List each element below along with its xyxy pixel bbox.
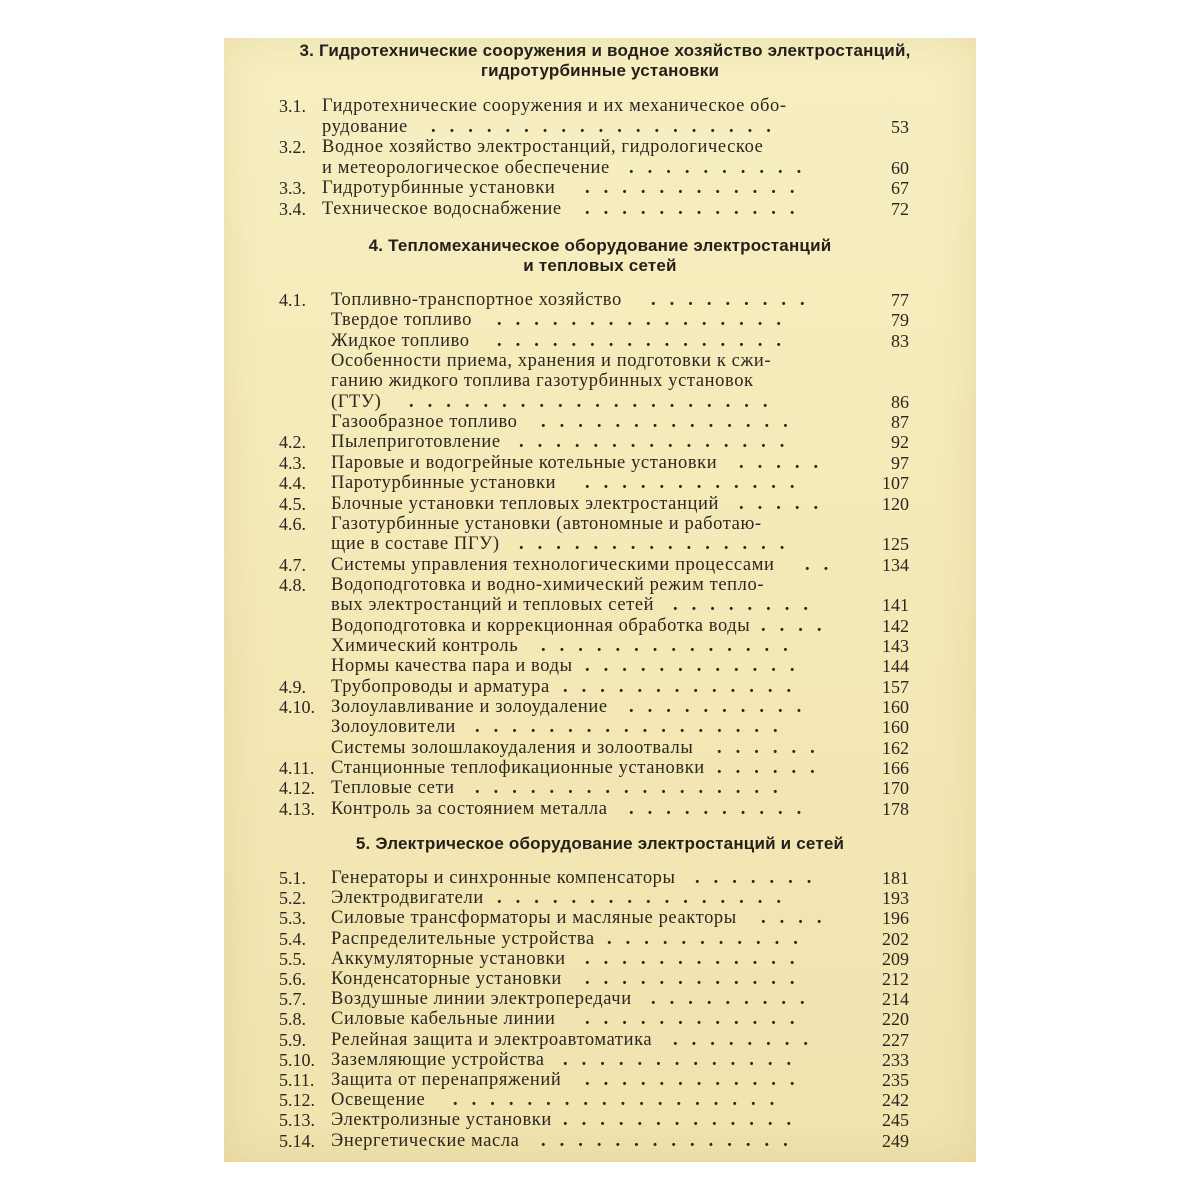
toc-entry-page: 141 bbox=[882, 595, 909, 616]
toc-entry-title: Топливно-транспортное хозяйство bbox=[331, 290, 622, 310]
toc-entry bbox=[224, 868, 976, 888]
toc-entry bbox=[224, 929, 976, 949]
toc-entry-number: 4.10. bbox=[279, 697, 315, 717]
toc-entry bbox=[224, 290, 976, 310]
toc-leader-dots: ............ bbox=[585, 473, 809, 494]
toc-entry bbox=[224, 697, 976, 717]
toc-entry-number: 4.3. bbox=[279, 452, 306, 473]
toc-entry-page: 83 bbox=[891, 330, 909, 351]
toc-leader-dots: .... bbox=[761, 615, 836, 636]
section-4-heading-line2: и тепловых сетей bbox=[523, 256, 677, 275]
toc-entry-title: Станционные теплофикационные установки bbox=[331, 758, 705, 779]
toc-entry-page: 160 bbox=[882, 717, 909, 738]
toc-entry-title: Золоуловители bbox=[331, 717, 456, 738]
toc-entry bbox=[224, 888, 976, 908]
toc-entry bbox=[224, 1090, 976, 1110]
toc-entry-number: 4.4. bbox=[279, 473, 306, 494]
toc-entry-title: Конденсаторные установки bbox=[331, 969, 562, 989]
toc-leader-dots: ....... bbox=[695, 868, 826, 888]
toc-entry-title: Паровые и водогрейные котельные установки bbox=[331, 452, 718, 473]
toc-entry-title: Химический контроль bbox=[331, 635, 519, 656]
toc-leader-dots: ................ bbox=[497, 310, 795, 331]
toc-entry-title: Генераторы и синхронные компенсаторы bbox=[331, 868, 676, 888]
toc-entry-page: 53 bbox=[891, 116, 909, 137]
section-4-heading bbox=[224, 236, 976, 276]
toc-entry-page: 87 bbox=[891, 412, 909, 433]
toc-entry-page: 242 bbox=[882, 1090, 909, 1111]
toc-leader-dots: .. bbox=[805, 554, 843, 575]
toc-entry bbox=[224, 199, 976, 219]
toc-entry-title: Электродвигатели bbox=[331, 888, 484, 909]
toc-entry-page: 162 bbox=[882, 737, 909, 758]
toc-entry-number: 4.7. bbox=[279, 554, 306, 575]
toc-leader-dots: ......... bbox=[651, 989, 819, 1010]
toc-entry-page: 144 bbox=[882, 656, 909, 677]
toc-entry-number: 4.11. bbox=[279, 758, 315, 779]
toc-entry-title: Системы управления технологическими процессами bbox=[331, 554, 775, 575]
toc-entry-number: 5.1. bbox=[279, 868, 306, 888]
toc-entry bbox=[224, 575, 976, 595]
toc-entry-title: Гидротурбинные установки bbox=[322, 178, 556, 199]
toc-leader-dots: ............ bbox=[585, 1009, 809, 1030]
toc-entry-page: 67 bbox=[891, 178, 909, 199]
toc-entry-page: 125 bbox=[882, 534, 909, 555]
toc-entry-page: 120 bbox=[882, 493, 909, 514]
toc-entry-title: Гидротехнические сооружения и их механическое обо- bbox=[322, 96, 787, 116]
toc-leader-dots: ............ bbox=[585, 969, 809, 989]
toc-entry-title: Защита от перенапряжений bbox=[331, 1070, 562, 1090]
toc-entry-page: 72 bbox=[891, 199, 909, 219]
toc-leader-dots: ............... bbox=[519, 432, 799, 453]
toc-entry-title: (ГТУ) bbox=[331, 391, 382, 412]
toc-leader-dots: ................ bbox=[497, 888, 795, 909]
toc-entry-page: 178 bbox=[882, 798, 909, 819]
toc-entry-number: 4.1. bbox=[279, 290, 306, 310]
toc-entry-title: Пылеприготовление bbox=[331, 432, 501, 453]
toc-entry-title: вых электростанций и тепловых сетей bbox=[331, 595, 655, 616]
toc-entry-page: 181 bbox=[882, 868, 909, 888]
toc-entry-page: 249 bbox=[882, 1130, 909, 1151]
toc-entry bbox=[224, 555, 976, 575]
toc-leader-dots: ............ bbox=[585, 656, 809, 677]
toc-entry bbox=[224, 412, 976, 432]
toc-leader-dots: .... bbox=[761, 908, 836, 929]
toc-entry-page: 212 bbox=[882, 969, 909, 989]
toc-entry-page: 142 bbox=[882, 615, 909, 636]
toc-entry-page: 97 bbox=[891, 452, 909, 473]
toc-leader-dots: .............. bbox=[541, 1130, 802, 1151]
toc-entry bbox=[224, 473, 976, 493]
toc-entry-page: 134 bbox=[882, 554, 909, 575]
toc-leader-dots: .......... bbox=[629, 697, 816, 717]
toc-entry bbox=[224, 677, 976, 697]
toc-entry-page: 170 bbox=[882, 778, 909, 799]
toc-entry-page: 157 bbox=[882, 676, 909, 697]
toc-entry bbox=[224, 351, 976, 371]
toc-entry-number: 4.2. bbox=[279, 432, 306, 453]
toc-entry-number: 5.4. bbox=[279, 928, 306, 949]
toc-entry-title: Аккумуляторные установки bbox=[331, 948, 566, 969]
toc-entry-title: щие в составе ПГУ) bbox=[331, 534, 500, 555]
toc-entry-title: Заземляющие устройства bbox=[331, 1049, 545, 1070]
toc-entry-page: 92 bbox=[891, 432, 909, 453]
toc-leader-dots: ..... bbox=[739, 493, 833, 514]
toc-entry-number: 4.8. bbox=[279, 574, 306, 595]
toc-entry-number: 5.2. bbox=[279, 888, 306, 909]
section-4-heading-line1: 4. Тепломеханическое оборудование электростанций bbox=[368, 236, 832, 255]
toc-entry-title: Техническое водоснабжение bbox=[322, 199, 562, 219]
toc-entry-page: 196 bbox=[882, 908, 909, 929]
toc-entry-title: Системы золошлакоудаления и золоотвалы bbox=[331, 737, 694, 758]
toc-entry-page: 107 bbox=[882, 473, 909, 494]
toc-leader-dots: ........ bbox=[673, 595, 822, 616]
toc-leader-dots: .............. bbox=[541, 412, 802, 433]
toc-leader-dots: ............... bbox=[519, 534, 799, 555]
toc-leader-dots: ................. bbox=[475, 778, 792, 799]
toc-entry-title: Воздушные линии электропередачи bbox=[331, 989, 632, 1010]
toc-leader-dots: ..... bbox=[739, 452, 833, 473]
toc-entry-number: 4.13. bbox=[279, 798, 315, 819]
toc-entry-title: Блочные установки тепловых электростанций bbox=[331, 493, 719, 514]
toc-entry bbox=[224, 331, 976, 351]
toc-entry bbox=[224, 310, 976, 330]
toc-entry bbox=[224, 117, 976, 137]
toc-leader-dots: .................... bbox=[409, 391, 782, 412]
toc-entry-title: Водоподготовка и водно-химический режим тепло- bbox=[331, 574, 765, 595]
toc-leader-dots: .............. bbox=[541, 635, 802, 656]
toc-entry-title: Силовые кабельные линии bbox=[331, 1009, 556, 1030]
toc-entry-title: Газотурбинные установки (автономные и работаю- bbox=[331, 513, 762, 534]
toc-entry bbox=[224, 137, 976, 157]
toc-entry-number: 3.3. bbox=[279, 178, 306, 199]
toc-leader-dots: ............ bbox=[585, 1070, 809, 1090]
toc-entry-number: 5.3. bbox=[279, 908, 306, 929]
toc-entry bbox=[224, 1050, 976, 1070]
toc-leader-dots: ................. bbox=[475, 717, 792, 738]
toc-entry bbox=[224, 758, 976, 778]
toc-entry-number: 5.7. bbox=[279, 989, 306, 1010]
section-3-heading bbox=[224, 41, 976, 81]
toc-entry bbox=[224, 908, 976, 928]
toc-entry-page: 160 bbox=[882, 697, 909, 717]
toc-leader-dots: ........ bbox=[673, 1029, 822, 1050]
toc-entry-title: Водоподготовка и коррекционная обработка воды bbox=[331, 615, 751, 636]
toc-entry bbox=[224, 494, 976, 514]
toc-leader-dots: ......... bbox=[651, 290, 819, 310]
toc-entry-number: 5.6. bbox=[279, 969, 306, 989]
toc-entry bbox=[224, 392, 976, 412]
section-5-heading bbox=[224, 834, 976, 854]
toc-entry bbox=[224, 178, 976, 198]
toc-entry bbox=[224, 1009, 976, 1029]
toc-entry-page: 143 bbox=[882, 635, 909, 656]
toc-entry-number: 5.9. bbox=[279, 1029, 306, 1050]
toc-leader-dots: ...... bbox=[717, 737, 829, 758]
toc-entry-page: 86 bbox=[891, 391, 909, 412]
toc-entry bbox=[224, 949, 976, 969]
toc-leader-dots: ...... bbox=[717, 758, 829, 779]
toc-entry bbox=[224, 738, 976, 758]
toc-entry bbox=[224, 595, 976, 615]
toc-entry bbox=[224, 969, 976, 989]
toc-leader-dots: ............. bbox=[563, 676, 806, 697]
toc-leader-dots: ............ bbox=[585, 199, 809, 219]
toc-entry-page: 202 bbox=[882, 928, 909, 949]
toc-entry-title: Твердое топливо bbox=[331, 310, 472, 331]
toc-entry-number: 3.4. bbox=[279, 199, 306, 219]
toc-entry-title: Особенности приема, хранения и подготовки к сжи- bbox=[331, 351, 772, 372]
toc-entry-number: 5.5. bbox=[279, 948, 306, 969]
toc-entry-number: 4.12. bbox=[279, 778, 315, 799]
toc-entry bbox=[224, 616, 976, 636]
toc-leader-dots: .......... bbox=[629, 798, 816, 819]
toc-entry-page: 220 bbox=[882, 1009, 909, 1030]
toc-entry-title: Нормы качества пара и воды bbox=[331, 656, 573, 677]
toc-leader-dots: ............ bbox=[585, 948, 809, 969]
toc-entry bbox=[224, 371, 976, 391]
toc-entry-title: Силовые трансформаторы и масляные реакторы bbox=[331, 908, 737, 929]
toc-entry-page: 233 bbox=[882, 1049, 909, 1070]
toc-entry-page: 245 bbox=[882, 1110, 909, 1131]
toc-entry bbox=[224, 656, 976, 676]
toc-leader-dots: ................... bbox=[431, 116, 785, 137]
toc-entry-number: 5.14. bbox=[279, 1130, 315, 1151]
toc-entry-number: 5.8. bbox=[279, 1009, 306, 1030]
toc-entry-number: 4.6. bbox=[279, 513, 306, 534]
toc-leader-dots: ........... bbox=[607, 928, 812, 949]
toc-entry-title: Паротурбинные установки bbox=[331, 473, 557, 494]
toc-entry-title: Освещение bbox=[331, 1090, 426, 1111]
toc-entry bbox=[224, 989, 976, 1009]
toc-leader-dots: .................. bbox=[453, 1090, 789, 1111]
toc-entry bbox=[224, 1110, 976, 1130]
section-5-heading-line1: 5. Электрическое оборудование электростанций и сетей bbox=[355, 834, 845, 853]
toc-entry bbox=[224, 432, 976, 452]
toc-entry-page: 166 bbox=[882, 758, 909, 779]
toc-entry bbox=[224, 778, 976, 798]
toc-entry-page: 60 bbox=[891, 157, 909, 178]
toc-entry bbox=[224, 717, 976, 737]
toc-entry-number: 3.2. bbox=[279, 137, 306, 158]
toc-entry-title: Релейная защита и электроавтоматика bbox=[331, 1029, 653, 1050]
toc-leader-dots: ................ bbox=[497, 330, 795, 351]
toc-leader-dots: ............ bbox=[585, 178, 809, 199]
toc-entry-title: ганию жидкого топлива газотурбинных установок bbox=[331, 371, 754, 392]
toc-entry-title: Контроль за состоянием металла bbox=[331, 798, 608, 819]
toc-entry-number: 5.10. bbox=[279, 1049, 315, 1070]
toc-entry-page: 193 bbox=[882, 888, 909, 909]
toc-entry bbox=[224, 96, 976, 116]
toc-entry bbox=[224, 158, 976, 178]
toc-entry-title: Трубопроводы и арматура bbox=[331, 676, 550, 697]
toc-entry-page: 227 bbox=[882, 1029, 909, 1050]
toc-entry-page: 79 bbox=[891, 310, 909, 331]
toc-entry bbox=[224, 453, 976, 473]
toc-entry bbox=[224, 799, 976, 819]
toc-entry-title: Жидкое топливо bbox=[331, 330, 470, 351]
toc-entry bbox=[224, 636, 976, 656]
toc-entry-title: Электролизные установки bbox=[331, 1110, 552, 1131]
toc-entry bbox=[224, 1030, 976, 1050]
toc-entry-title: Энергетические масла bbox=[331, 1130, 520, 1151]
toc-leader-dots: ............. bbox=[563, 1049, 806, 1070]
toc-entry-title: Распределительные устройства bbox=[331, 928, 595, 949]
section-3-heading-line1: 3. Гидротехнические сооружения и водное хозяйство электростанций, bbox=[299, 41, 911, 60]
toc-entry bbox=[224, 1131, 976, 1151]
toc-entry-number: 4.9. bbox=[279, 676, 306, 697]
toc-entry-number: 5.11. bbox=[279, 1070, 315, 1090]
toc-entry bbox=[224, 534, 976, 554]
toc-entry bbox=[224, 514, 976, 534]
toc-entry-page: 209 bbox=[882, 948, 909, 969]
toc-entry-title: и метеорологическое обеспечение bbox=[322, 157, 610, 178]
toc-entry-page: 235 bbox=[882, 1070, 909, 1090]
toc-leader-dots: ............. bbox=[563, 1110, 806, 1131]
toc-entry-number: 4.5. bbox=[279, 493, 306, 514]
toc-entry-page: 77 bbox=[891, 290, 909, 310]
toc-entry bbox=[224, 1070, 976, 1090]
toc-entry-number: 5.12. bbox=[279, 1090, 315, 1111]
toc-entry-number: 3.1. bbox=[279, 96, 306, 116]
toc-entry-title: рудование bbox=[322, 116, 408, 137]
toc-entry-title: Тепловые сети bbox=[331, 778, 455, 799]
toc-entry-title: Золоулавливание и золоудаление bbox=[331, 697, 608, 717]
toc-entry-title: Газообразное топливо bbox=[331, 412, 518, 433]
section-3-heading-line2: гидротурбинные установки bbox=[480, 61, 720, 80]
toc-entry-title: Водное хозяйство электростанций, гидрологическое bbox=[322, 137, 764, 158]
toc-entry-page: 214 bbox=[882, 989, 909, 1010]
book-page bbox=[224, 38, 976, 1162]
toc-entry-number: 5.13. bbox=[279, 1110, 315, 1131]
toc-leader-dots: .......... bbox=[629, 157, 816, 178]
